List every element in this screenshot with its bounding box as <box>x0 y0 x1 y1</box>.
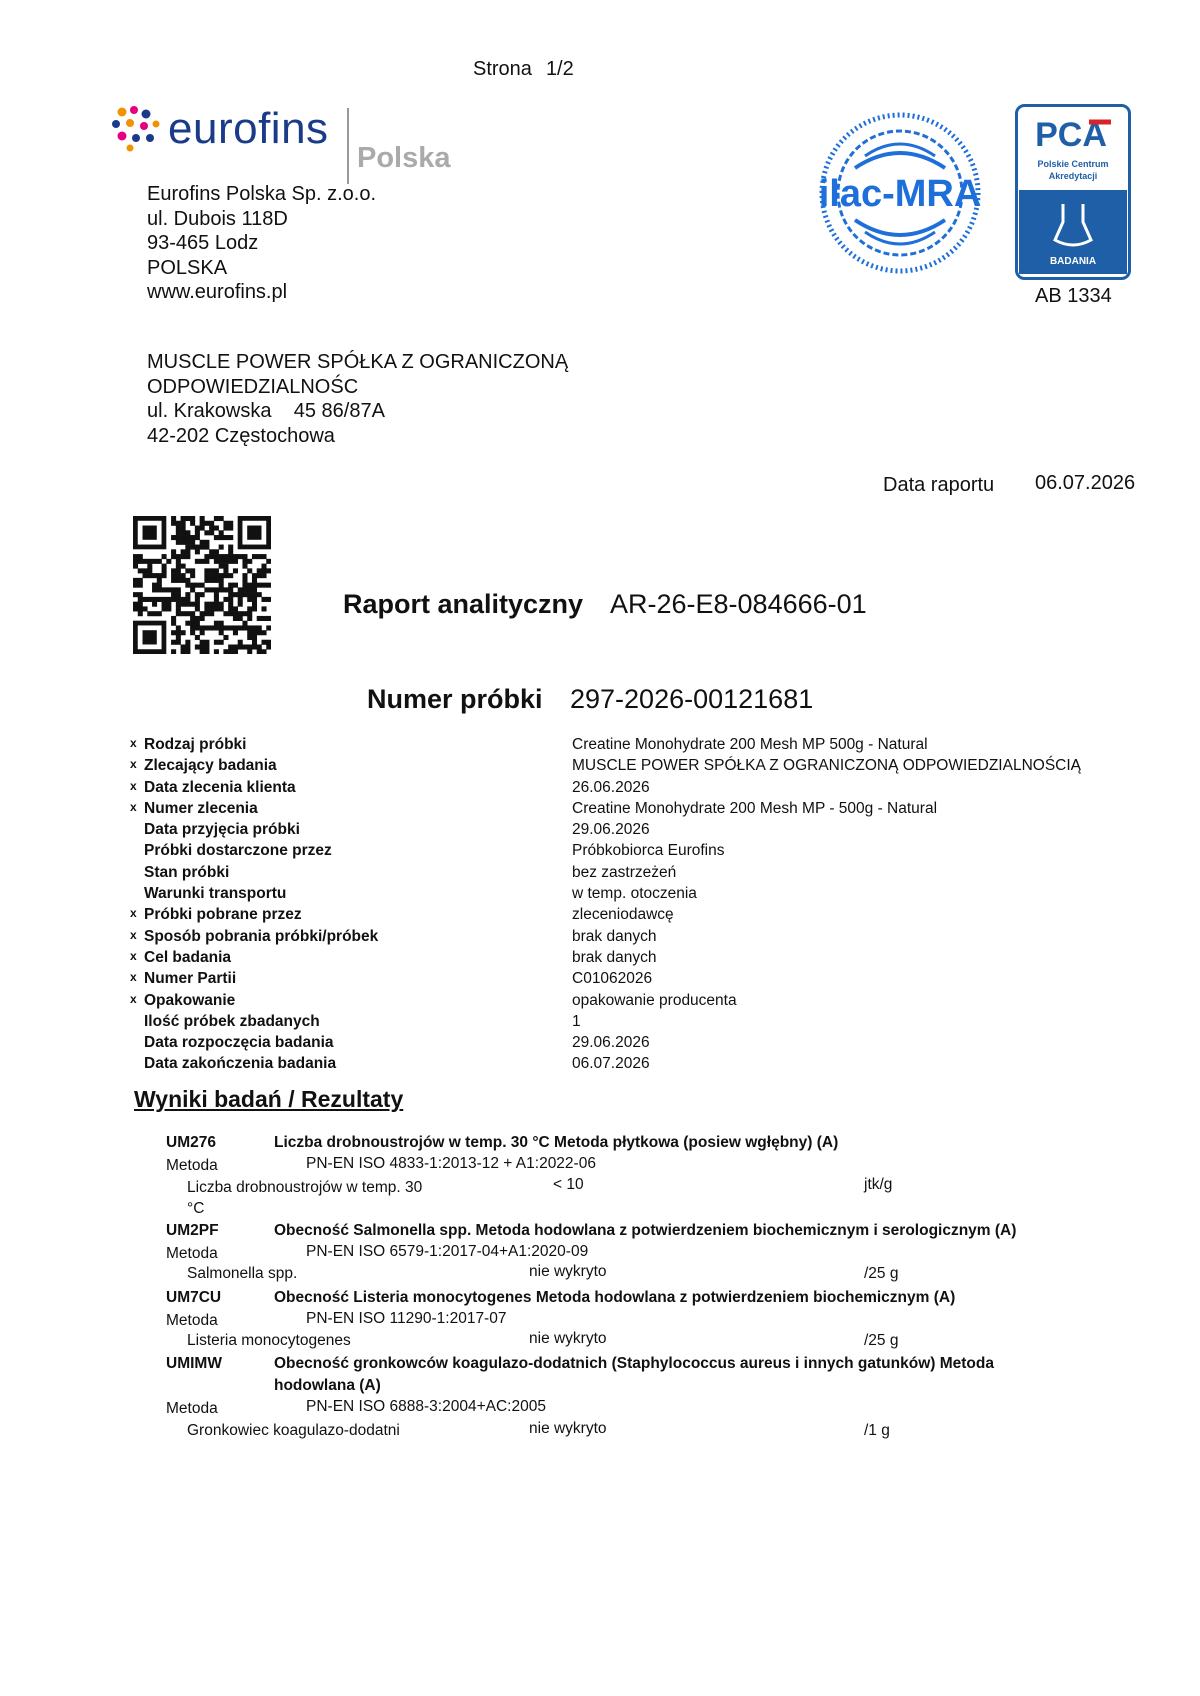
info-row-value: bez zastrzeżeń <box>572 863 677 881</box>
info-row <box>130 862 1130 883</box>
info-row-value: brak danych <box>572 948 657 966</box>
pca-line2: Akredytacji <box>1048 171 1098 181</box>
info-row <box>130 1053 1130 1074</box>
test-result: < 10 <box>553 1176 584 1193</box>
method-value: PN-EN ISO 4833-1:2013-12 + A1:2022-06 <box>306 1155 596 1172</box>
page-label: Strona <box>473 58 532 80</box>
info-row-mark: x <box>130 799 137 814</box>
lab-address-line: POLSKA <box>147 256 228 279</box>
info-row <box>130 777 1130 798</box>
info-row-key: Rodzaj próbki <box>144 736 247 753</box>
info-row <box>130 990 1130 1011</box>
test-code: UM7CU <box>166 1289 222 1306</box>
test-title: Obecność Listeria monocytogenes Metoda hodowlana z potwierdzeniem biochemicznym (A) <box>274 1289 956 1306</box>
info-row-value: opakowanie producenta <box>572 991 737 1009</box>
test-result: nie wykryto <box>529 1420 607 1437</box>
lab-address-line: Eurofins Polska Sp. z.o.o. <box>147 183 377 205</box>
test-code: UM2PF <box>166 1222 219 1239</box>
info-row <box>130 1032 1130 1053</box>
info-row-mark: x <box>130 736 137 750</box>
info-row-mark: x <box>130 991 137 1006</box>
info-row <box>130 968 1130 989</box>
info-row-key: Ilość próbek zbadanych <box>144 1012 320 1030</box>
info-row-value: 29.06.2026 <box>572 821 650 839</box>
client-address-line: 42-202 Częstochowa <box>147 424 335 447</box>
ilac-mra-seal <box>815 108 985 283</box>
info-row <box>130 798 1130 819</box>
sample-number-label: Numer próbki <box>367 684 543 714</box>
info-row-key: Data zakończenia badania <box>144 1055 337 1073</box>
logo-word: eurofins <box>168 104 329 153</box>
test-parameter: Listeria monocytogenes <box>187 1332 351 1349</box>
info-row <box>130 1011 1130 1032</box>
client-address-line: MUSCLE POWER SPÓŁKA Z OGRANICZONĄ <box>147 351 569 373</box>
report-number: AR-26-E8-084666-01 <box>610 589 867 619</box>
sample-number: 297-2026-00121681 <box>570 684 814 714</box>
info-row-key: Zlecający badania <box>144 757 277 775</box>
sample-info-table <box>130 734 1130 1075</box>
info-row-key: Warunki transportu <box>144 885 287 903</box>
method-label: Metoda <box>166 1312 218 1329</box>
test-parameter: Gronkowiec koagulazo-dodatni <box>187 1422 400 1439</box>
info-row-mark: x <box>130 757 137 772</box>
method-label: Metoda <box>166 1400 218 1417</box>
lab-address-line: ul. Dubois 118D <box>147 207 288 230</box>
lab-address <box>147 182 376 305</box>
test-unit: /25 g <box>864 1265 899 1282</box>
info-row-value: zleceniodawcę <box>572 906 674 924</box>
test-parameter: Salmonella spp. <box>187 1265 298 1282</box>
info-row-mark: x <box>130 948 137 963</box>
pca-badge: BADANIA <box>1049 256 1097 267</box>
info-row-mark: x <box>130 970 137 985</box>
info-row-key: Numer Partii <box>144 970 237 988</box>
eurofins-logo <box>110 104 455 184</box>
report-date-value: 06.07.2026 <box>1035 472 1136 494</box>
test-title-cont: hodowlana (A) <box>274 1377 381 1394</box>
test-result: nie wykryto <box>529 1330 607 1347</box>
info-row-key: Data przyjęcia próbki <box>144 821 300 839</box>
info-row-mark: x <box>130 778 137 793</box>
info-row-value: 26.06.2026 <box>572 778 650 796</box>
info-row-value: Próbkobiorca Eurofins <box>572 842 725 860</box>
test-unit: /1 g <box>864 1422 890 1439</box>
info-row-mark: x <box>130 927 137 942</box>
results-title: Wyniki badań / Rezultaty <box>134 1086 404 1112</box>
info-row <box>130 734 1130 755</box>
test-unit: jtk/g <box>864 1176 893 1193</box>
client-address <box>147 350 568 448</box>
page-number <box>473 58 574 81</box>
info-row-key: Cel badania <box>144 948 231 966</box>
test-code: UM276 <box>166 1134 216 1151</box>
info-row <box>130 904 1130 925</box>
test-parameter-cont: °C <box>187 1200 205 1217</box>
info-row-value: Creatine Monohydrate 200 Mesh MP 500g - Natural <box>572 736 928 753</box>
info-row-value: Creatine Monohydrate 200 Mesh MP - 500g - Natural <box>572 799 938 817</box>
info-row-value: C01062026 <box>572 970 653 988</box>
test-code: UMIMW <box>166 1355 222 1372</box>
client-address-line: ul. Krakowska 45 86/87A <box>147 400 385 422</box>
test-title: Obecność Salmonella spp. Metoda hodowlana z potwierdzeniem biochemicznym i serologicznym (A) <box>274 1222 1017 1239</box>
info-row <box>130 926 1130 947</box>
qr-code <box>133 516 271 654</box>
client-address-line: ODPOWIEDZIALNOŚC <box>147 375 359 398</box>
logo-subtitle: Polska <box>357 142 451 174</box>
test-parameter: Liczba drobnoustrojów w temp. 30 <box>187 1179 423 1196</box>
accreditation-number: AB 1334 <box>1035 285 1112 307</box>
info-row-key: Data rozpoczęcia badania <box>144 1034 334 1052</box>
test-title: Obecność gronkowców koagulazo-dodatnich (Staphylococcus aureus i innych gatunków) Metoda <box>274 1355 994 1372</box>
test-result: nie wykryto <box>529 1263 607 1280</box>
report-title-label: Raport analityczny <box>343 589 584 619</box>
report-date-label: Data raportu <box>883 474 995 496</box>
logo-divider <box>347 108 349 184</box>
info-row-key: Data zlecenia klienta <box>144 778 296 796</box>
lab-address-line: www.eurofins.pl <box>147 281 288 303</box>
method-value: PN-EN ISO 6888-3:2004+AC:2005 <box>306 1398 546 1415</box>
eurofins-dots-icon <box>110 106 162 152</box>
pca-logo-text: PCA <box>1035 116 1107 154</box>
method-label: Metoda <box>166 1157 218 1174</box>
info-row <box>130 947 1130 968</box>
info-row-key: Opakowanie <box>144 991 236 1009</box>
info-row-value: 1 <box>572 1012 581 1030</box>
test-title: Liczba drobnoustrojów w temp. 30 °C Metoda płytkowa (posiew wgłębny) (A) <box>274 1134 839 1151</box>
info-row-value: MUSCLE POWER SPÓŁKA Z OGRANICZONĄ ODPOWIEDZIALNOŚCIĄ <box>572 757 1081 775</box>
test-unit: /25 g <box>864 1332 899 1349</box>
info-row <box>130 840 1130 861</box>
page-value: 1/2 <box>545 58 574 80</box>
pca-line1: Polskie Centrum <box>1037 159 1109 169</box>
pca-logo <box>1015 104 1131 280</box>
ilac-text: ilac-MRA <box>818 173 982 215</box>
method-value: PN-EN ISO 11290-1:2017-07 <box>306 1310 507 1327</box>
info-row-value: w temp. otoczenia <box>572 885 697 903</box>
info-row-mark: x <box>130 906 137 921</box>
info-row-key: Sposób pobrania próbki/próbek <box>144 927 379 945</box>
lab-address-line: 93-465 Lodz <box>147 232 259 254</box>
info-row <box>130 819 1130 840</box>
info-row-key: Próbki dostarczone przez <box>144 842 332 860</box>
method-label: Metoda <box>166 1245 218 1262</box>
info-row-value: 06.07.2026 <box>572 1055 650 1073</box>
info-row-key: Numer zlecenia <box>144 799 258 817</box>
info-row <box>130 883 1130 904</box>
info-row-key: Stan próbki <box>144 863 230 881</box>
info-row-key: Próbki pobrane przez <box>144 906 302 924</box>
info-row-value: 29.06.2026 <box>572 1034 650 1052</box>
method-value: PN-EN ISO 6579-1:2017-04+A1:2020-09 <box>306 1243 589 1260</box>
info-row <box>130 755 1130 776</box>
info-row-value: brak danych <box>572 927 657 945</box>
